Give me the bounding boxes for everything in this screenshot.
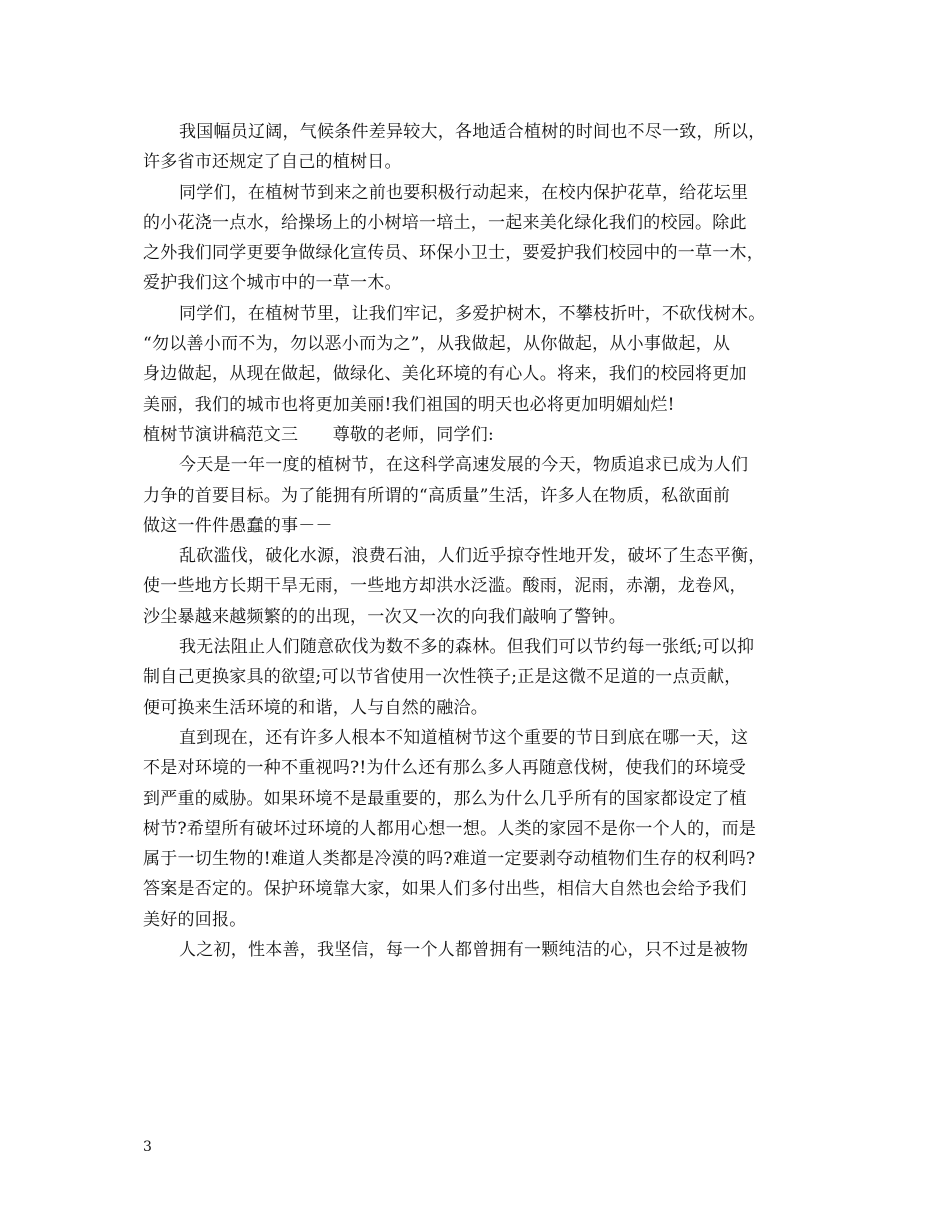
text-line: 美丽，我们的城市也将更加美丽!我们祖国的明天也必将更加明媚灿烂!	[143, 394, 675, 415]
text-line: 我国幅员辽阔，气候条件差异较大，各地适合植树的时间也不尽一致，所以，	[179, 122, 766, 142]
text-line: 乱砍滥伐，破化水源，浪费石油，人们近乎掠夺性地开发，破坏了生态平衡，	[179, 546, 766, 567]
text-line: 使一些地方长期干旱无雨，一些地方却洪水泛滥。酸雨，泥雨，赤潮，龙卷风，	[143, 576, 747, 597]
text-line: 树节?希望所有破坏过环境的人都用心想一想。人类的家园不是你一个人的，而是	[143, 818, 757, 839]
text-line: 的小花浇一点水，给操场上的小树培一培土，一起来美化绿化我们的校园。除此	[143, 212, 747, 233]
text-line: 美好的回报。	[143, 909, 247, 930]
text-line: 爱护我们这个城市中的一草一木。	[143, 273, 402, 294]
text-line: 许多省市还规定了自己的植树日。	[143, 152, 402, 173]
text-line: 今天是一年一度的植树节，在这科学高速发展的今天，物质追求已成为人们	[179, 455, 749, 476]
text-line: 直到现在，还有许多人根本不知道植树节这个重要的节日到底在哪一天，这	[179, 727, 749, 748]
text-line: 身边做起，从现在做起，做绿化、美化环境的有心人。将来，我们的校园将更加	[143, 364, 747, 385]
text-line: 做这一件件愚蠢的事－－	[143, 515, 333, 536]
text-line: 力争的首要目标。为了能拥有所谓的“高质量”生活，许多人在物质，私欲面前	[143, 485, 731, 506]
text-line: 答案是否定的。保护环境靠大家，如果人们多付出些，相信大自然也会给予我们	[143, 879, 747, 900]
page-number: 3	[143, 1139, 152, 1155]
text-line: 之外我们同学更要争做绿化宣传员、环保小卫士，要爱护我们校园中的一草一木，	[143, 243, 764, 264]
text-line: 同学们，在植树节里，让我们牢记，多爱护树木，不攀枝折叶，不砍伐树木。	[179, 303, 766, 324]
body-text	[143, 117, 823, 965]
text-line: 便可换来生活环境的和谐，人与自然的融洽。	[143, 697, 488, 718]
text-line: 植树节演讲稿范文三 尊敬的老师，同学们:	[143, 424, 494, 445]
text-line: 同学们，在植树节到来之前也要积极行动起来，在校内保护花草，给花坛里	[179, 182, 749, 203]
text-line: 制自己更换家具的欲望;可以节省使用一次性筷子;正是这微不足道的一点贡献，	[143, 667, 742, 688]
text-line: 到严重的威胁。如果环境不是最重要的，那么为什么几乎所有的国家都设定了植	[143, 788, 747, 809]
text-line: 我无法阻止人们随意砍伐为数不多的森林。但我们可以节约每一张纸;可以抑	[179, 637, 755, 658]
text-line: “勿以善小而不为，勿以恶小而为之”，从我做起，从你做起，从小事做起，从	[143, 334, 731, 355]
text-line: 属于一切生物的!难道人类都是冷漠的吗?难道一定要剥夺动植物们生存的权利吗?	[143, 849, 756, 870]
text-line: 沙尘暴越来越频繁的的出现，一次又一次的向我们敲响了警钟。	[143, 606, 626, 627]
text-line: 不是对环境的一种不重视吗?!为什么还有那么多人再随意伐树，使我们的环境受	[143, 758, 746, 779]
text-line: 人之初，性本善，我坚信，每一个人都曾拥有一颗纯洁的心，只不过是被物	[179, 940, 749, 961]
